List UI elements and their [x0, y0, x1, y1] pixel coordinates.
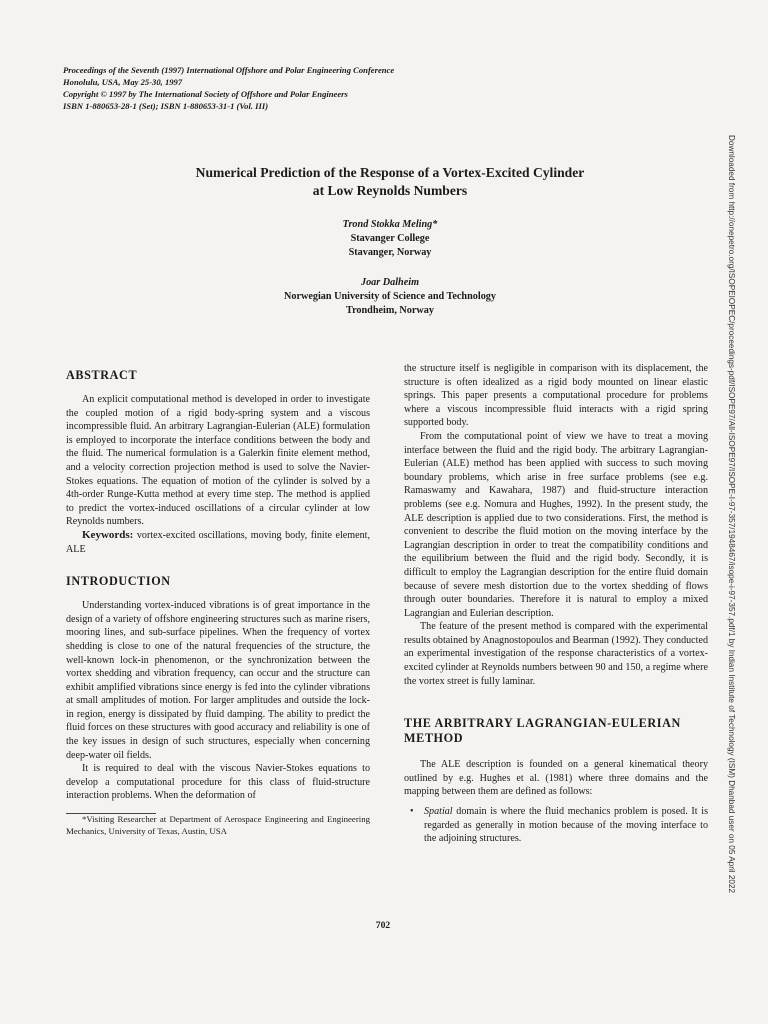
body-paragraph-comparison: The feature of the present method is compared with the experimental results obtained by Anagnostopoulos and Bearman (1992). They conducted an experimental investigation of the response characteristics of a vortex-excited cylinder at Reynolds numbers between 90 and 150, a regime where the vortex street is fully laminar. — [404, 621, 708, 687]
body-paragraph-ale-method: From the computational point of view we have to treat a moving interface between the fluid and the rigid body. The arbitrary Lagrangian-Eulerian (ALE) method has been applied with success to such moving boundary problems, which arise in free surface problems (see e.g. Ramaswamy and Kawahara, 1987) and fluid-structure interaction problems (see e.g. Nomura and Hughes, 1992). In the present study, the ALE description is applied due to two considerations. First, the method is convenient to describe the fluid motion on the moving interface by the Lagrangian description in order to treat the compatibility conditions and the equilibrium between the fluid and the rigid body. Secondly, it is difficult to employ the Lagrangian description for the entire fluid domain because of severe mesh distortion due to the vortex shedding of flows through outer boundaries. Therefore it is natural to employ a mixed Lagrangian and Eulerian description. — [404, 430, 708, 619]
author-name: Trond Stokka Meling* — [342, 219, 438, 230]
abstract-heading: ABSTRACT — [66, 368, 138, 382]
header-line-proceedings: Proceedings of the Seventh (1997) International Offshore and Polar Engineering Conference — [63, 65, 395, 75]
author-block-1 — [120, 218, 660, 260]
bullet-dot-icon: • — [410, 806, 414, 818]
keywords-text: vortex-excited oscillations, moving body, finite element, ALE — [66, 529, 370, 555]
title-line-2: at Low Reynolds Numbers — [312, 183, 468, 198]
introduction-heading: INTRODUCTION — [66, 574, 171, 589]
author-location: Stavanger, Norway — [348, 247, 432, 258]
body-paragraph-continued: the structure itself is negligible in comparison with its displacement, the structure is often idealized as a rigid body mounted on linear elastic springs. This paper presents a computational procedure for problems where a viscous incompressible fluid interacts with a rigid spring supported body. — [404, 363, 708, 429]
author-affiliation: Norwegian University of Science and Technology — [284, 291, 496, 302]
keywords-label: Keywords: — [82, 528, 134, 541]
download-stamp — [726, 135, 746, 1015]
download-stamp-text: Downloaded from http://onepetro.org/ISOPEIOPEC/proceedings-pdf/ISOPE97/All-ISOPE97/ISOPE-I-97-357/1948467/isope-i-97-357.pdf/1 by Indian Institute of Technology (ISM) Dhanbad user on 05 April 2022 — [727, 135, 736, 894]
ale-paragraph: The ALE description is founded on a general kinematical theory outlined by e.g. Hughes et al. (1981) where three domains and the mapping between them are defined as follows: — [404, 759, 708, 798]
keywords — [66, 529, 370, 556]
header-line-location: Honolulu, USA, May 25-30, 1997 — [63, 77, 183, 87]
intro-paragraph-1: Understanding vortex-induced vibrations is of great importance in the design of a variety of offshore engineering structures such as marine risers, mooring lines, and sub-surface pipelines. When the frequency of vortex shedding is close to one of the natural frequencies of the structure, the well-known lock-in phenomenon, or the synchronization between the vortex shedding and vibration frequency, can occur and the structure can exhibit amplified vibrations since energy is fed into the cylinder vibrations at small amplitudes of motion. For larger amplitudes and outside the lock-in region, energy is dissipated by fluid damping. The ability to predict the fluid forces on these structures with good accuracy and reliability is one of the key issues in design of such structures, especially when concerning deep-water oil fields. — [66, 600, 370, 761]
bullet-term: Spatial — [424, 806, 453, 818]
author-block-2 — [120, 276, 660, 318]
bullet-description: domain is where the fluid mechanics problem is posed. It is regarded as generally in motion because of the moving interface to the adjoining structures. — [424, 806, 708, 845]
author-location: Trondheim, Norway — [346, 305, 434, 316]
author-name: Joar Dalheim — [360, 277, 420, 288]
bullet-text — [424, 805, 708, 846]
header-line-copyright: Copyright © 1997 by The International Society of Offshore and Polar Engineers — [63, 89, 348, 99]
footnote: *Visiting Researcher at Department of Aerospace Engineering and Engineering Mechanics, University of Texas, Austin, USA — [66, 814, 370, 836]
title-line-1: Numerical Prediction of the Response of a Vortex-Excited Cylinder — [195, 165, 585, 180]
intro-paragraph-2: It is required to deal with the viscous Navier-Stokes equations to develop a computational procedure for this class of fluid-structure interaction problems. When the deformation of — [66, 763, 370, 802]
left-column — [66, 362, 370, 837]
abstract-text: An explicit computational method is developed in order to investigate the coupled motion of a rigid body-spring system and a viscous incompressible fluid. An arbitrary Lagrangian-Eulerian (ALE) formulation is employed to incorporate the interface conditions between the body and the fluid. The numerical formulation is a Galerkin finite element method, and a velocity correction projection method is used to solve the Navier-Stokes equations. The equation of motion of the cylinder is solved by a 4th-order Runge-Kutta method at every time step. The method is applied to predict the vortex-induced oscillations of a circular cylinder at low Reynolds numbers. — [66, 394, 370, 528]
conference-header — [63, 64, 623, 112]
ale-heading: THE ARBITRARY LAGRANGIAN-EULERIAN METHOD — [404, 716, 681, 746]
page-number: 702 — [375, 920, 391, 931]
author-affiliation: Stavanger College — [350, 233, 430, 244]
right-column — [404, 362, 708, 846]
header-line-isbn: ISBN 1-880653-28-1 (Set); ISBN 1-880653-31-1 (Vol. III) — [63, 101, 269, 111]
paper-title — [120, 164, 660, 200]
bullet-item — [404, 805, 708, 846]
